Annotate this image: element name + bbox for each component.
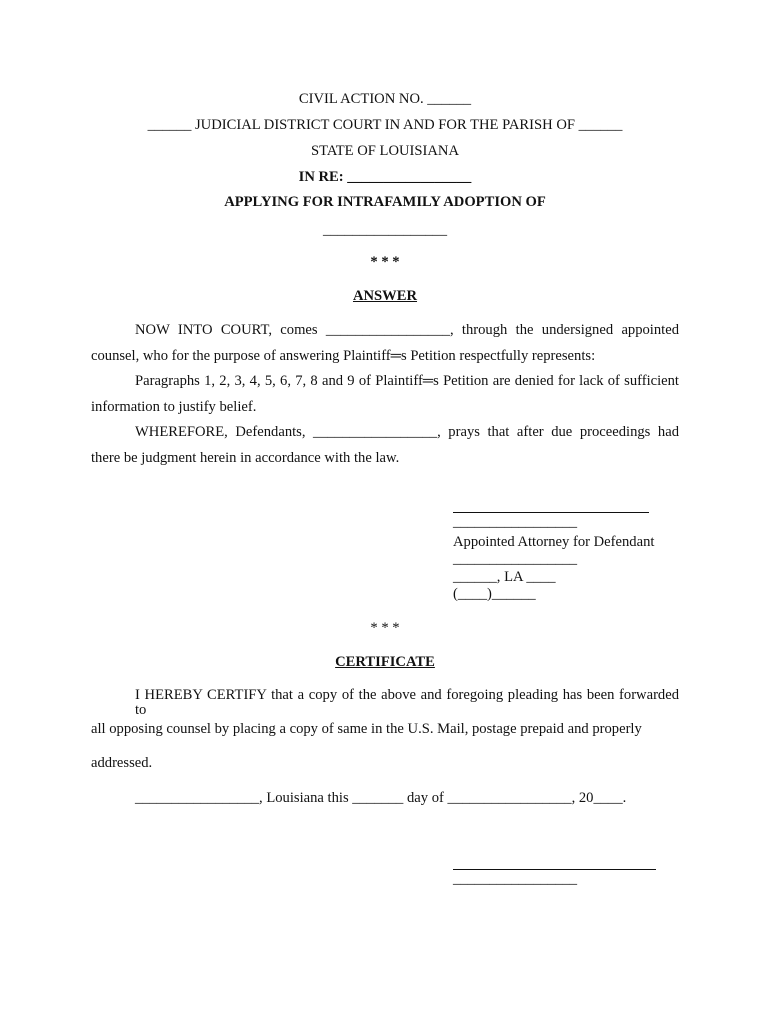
state-line: STATE OF LOUISIANA	[310, 143, 459, 159]
attorney-phone: (____)______	[453, 586, 536, 602]
signature-line	[453, 512, 649, 513]
court-line: ______ JUDICIAL DISTRICT COURT IN AND FOR THE PARISH OF ______	[147, 117, 623, 133]
attorney-name-blank: _________________	[453, 514, 578, 530]
attorney-address-blank: _________________	[453, 551, 578, 567]
certificate-signer-blank: _________________	[453, 871, 578, 887]
certificate-line3: addressed.	[91, 755, 153, 771]
case-title: APPLYING FOR INTRAFAMILY ADOPTION OF	[224, 194, 546, 210]
section-separator: * * *	[370, 254, 400, 270]
certificate-line1: I HEREBY CERTIFY that a copy of the above and foregoing pleading has been forwarded to	[135, 687, 679, 718]
answer-para1-line2: counsel, who for the purpose of answering Plaintiff═s Petition respectfully represents:	[91, 348, 596, 364]
in-re-line: IN RE: _________________	[298, 169, 472, 185]
certificate-line2: all opposing counsel by placing a copy of same in the U.S. Mail, postage prepaid and properly	[91, 721, 642, 737]
civil-action-number: CIVIL ACTION NO. ______	[298, 91, 472, 107]
answer-para3-line2: there be judgment herein in accordance with the law.	[91, 450, 400, 466]
section-separator-2: * * *	[370, 620, 400, 636]
answer-para2-line1: Paragraphs 1, 2, 3, 4, 5, 6, 7, 8 and 9 of Plaintiff═s Petition are denied for lack of sufficient	[135, 373, 679, 389]
certificate-heading: CERTIFICATE	[335, 654, 435, 670]
attorney-title: Appointed Attorney for Defendant	[453, 534, 655, 550]
certificate-signature-line	[453, 869, 656, 870]
answer-para3-line1: WHEREFORE, Defendants, _________________, prays that after due proceedings had	[135, 424, 679, 440]
answer-heading: ANSWER	[352, 288, 418, 304]
certificate-date-line: _________________, Louisiana this _______ day of _________________, 20____.	[135, 790, 627, 806]
adoption-name-blank: _________________	[322, 222, 448, 238]
answer-para1-line1: NOW INTO COURT, comes _________________, through the undersigned appointed	[135, 322, 679, 338]
attorney-city-state: ______, LA ____	[453, 569, 556, 585]
answer-para2-line2: information to justify belief.	[91, 399, 257, 415]
